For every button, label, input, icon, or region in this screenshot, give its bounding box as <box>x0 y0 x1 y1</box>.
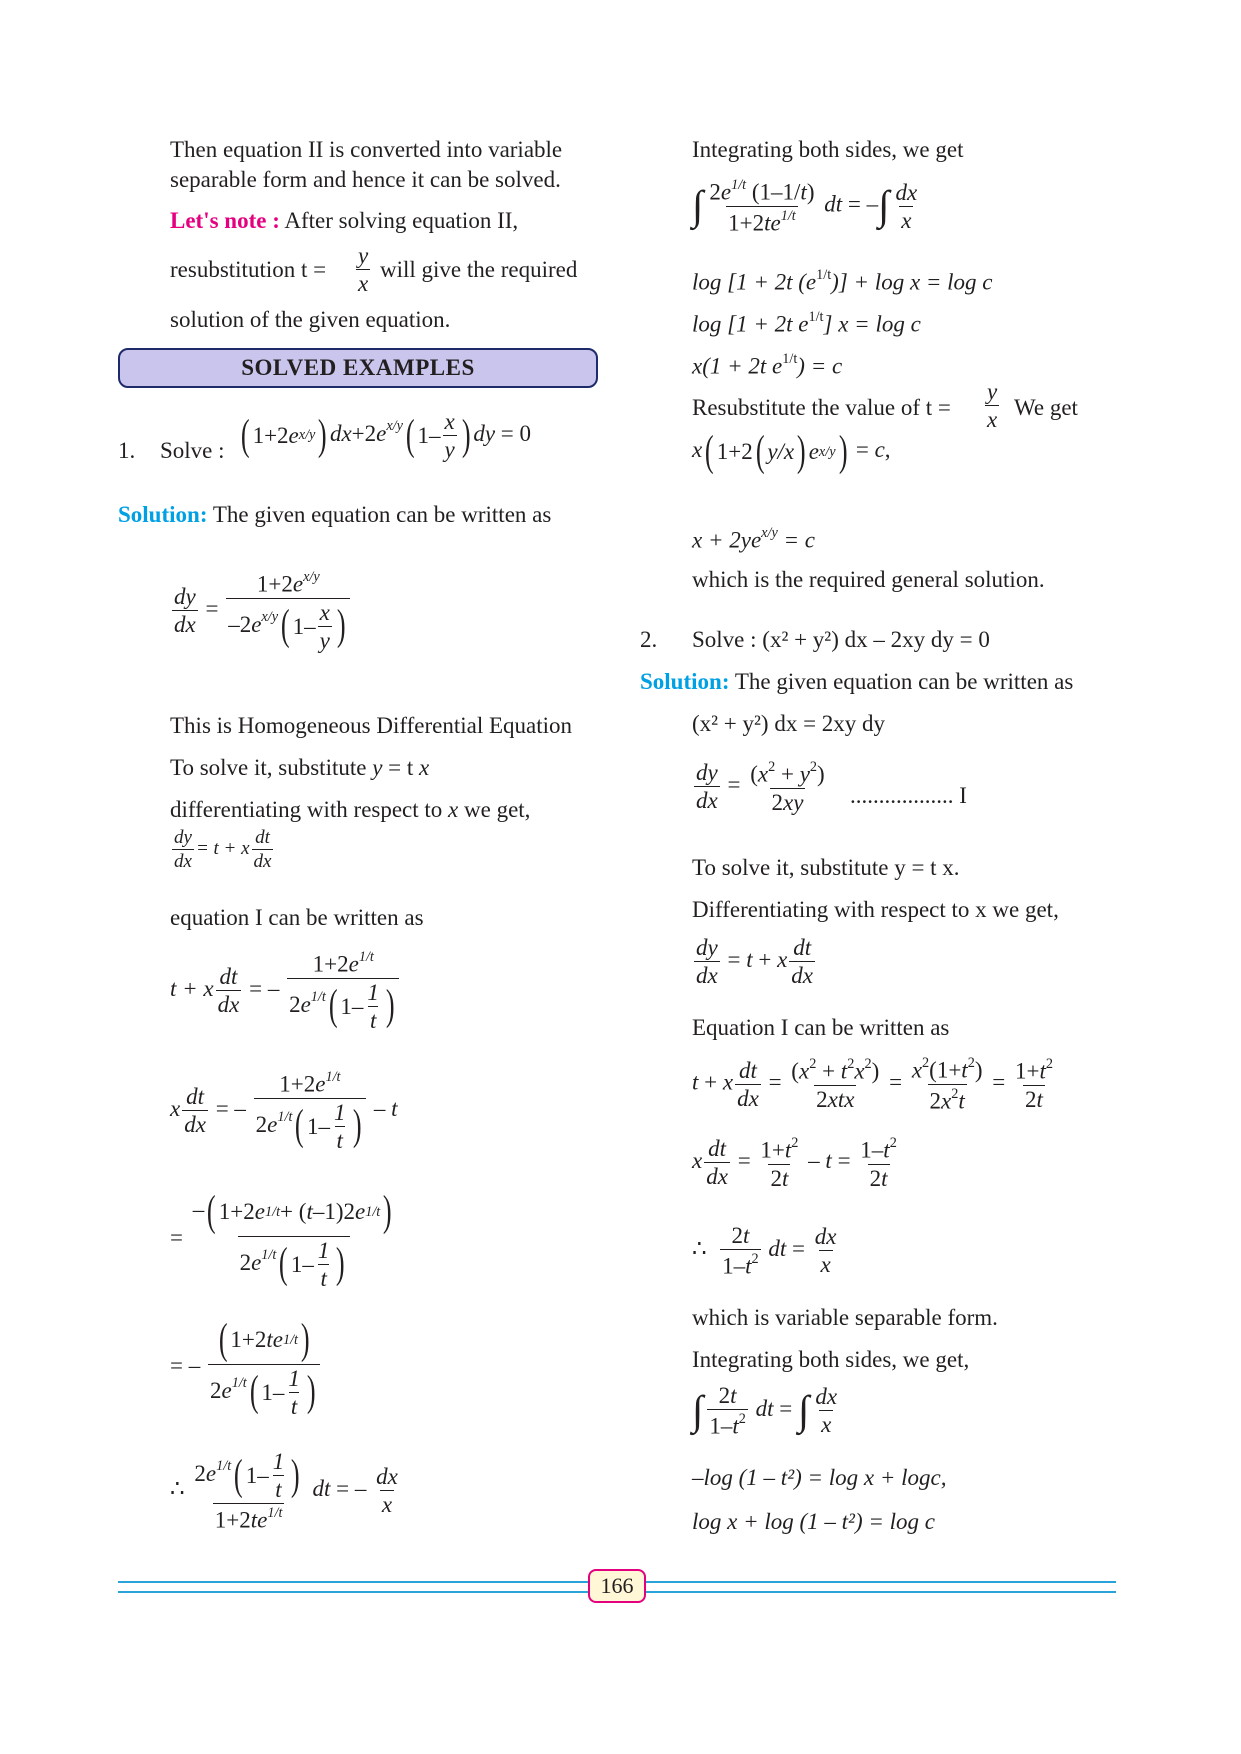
log-line-1: log [1 + 2t $(e^{1/t})] + \log x = \log c$ <box>692 267 993 295</box>
eq-step-6: t + x $\frac{dt}{dx}$ = $\frac{(x^2 + t^2x^2)}{\text{2xtx}}$ = $\frac{x^2(1+t^2)}{2x^2t}$ = $\frac{1+t^2}{2t}$ <box>692 1055 1053 1114</box>
intro-line-1: Then equation II is converted into variable <box>170 137 563 162</box>
frac-y-over-x: $\frac{y}{x}$ <box>358 243 369 296</box>
eq-resub: x ( 1+2 ( y/x ) e x/y ) = c, <box>692 430 891 474</box>
eq-step-4: = – ( 1+2 te 1/t ) $2e^{1/t}$ ( 1– $\frac{1}{t}$ ) <box>170 1318 322 1418</box>
eq-dydx-t-2: $\frac{dy}{dx}$ = t + x $\frac{dt}{dx}$ <box>696 935 814 988</box>
eq-integral-2: ∫ $\frac{2t}{1-t^2}$ dt = ∫ $\frac{dx}{x}$ <box>692 1383 838 1439</box>
log-line-4: log x + log (1 – t²) = log c <box>692 1509 935 1534</box>
eqI-text: equation I can be written as <box>170 905 424 930</box>
resub-tail: will give the required <box>380 257 578 282</box>
solution-label: Solution: <box>118 502 208 527</box>
we-get-text: We get <box>1014 395 1078 420</box>
note-line <box>170 209 518 232</box>
final-solution: $x + 2ye^{x/y} = c$ <box>692 525 815 553</box>
eq-integral-1: ∫ $\frac{2e^{1/t} (1-1/t)}{1+2te^{1/t}}$ dt = –∫ $\frac{dx}{x}$ <box>692 177 918 236</box>
ex1-equation: ( 1+2 e x/y ) $dx+2e^{x/y}$ ( 1– $\frac{x}{y}$ ) dy = 0 <box>238 410 531 461</box>
note-line-3: solution of the given equation. <box>170 307 451 332</box>
x-line: x(1 + 2t $e^{1/t}) = c$ <box>692 351 843 379</box>
eq-step-1: t + x $\frac{dt}{dx}$ = – $1+2e^{1/t}$ $2e^{1/t}$ ( 1– $\frac{1}{t}$ ) <box>170 950 401 1032</box>
ex2-number: 2. <box>640 627 658 652</box>
frac-y-over-x-right: $\frac{y}{x}$ <box>987 379 998 432</box>
differentiating-line: differentiating with respect to x we get, <box>170 797 531 822</box>
note-text: After solving equation II, <box>284 208 519 233</box>
resub-text: resubstitution t = <box>170 257 327 282</box>
substitute-text: To solve it, substitute <box>170 755 367 780</box>
eq-step-3: = – ( 1+2 e 1/t + ( t –1)2 e 1/t ) $2e^{1/t}$ ( 1– $\frac{1}{t}$ ) <box>170 1190 399 1290</box>
ex1-number: 1. <box>118 438 136 463</box>
differentiating-text: differentiating with respect to <box>170 797 443 822</box>
solution-text-2: The given equation can be written as <box>734 669 1074 694</box>
eq-step-7: x $\frac{dt}{dx}$ = $\frac{1+t^2}{2t}$ – t = $\frac{1-t^2}{2t}$ <box>692 1135 897 1191</box>
solution-text: The given equation can be written as <box>212 502 552 527</box>
substitute-text-2: To solve it, substitute y = t x. <box>692 855 960 880</box>
resub-line <box>170 258 326 281</box>
eq-step-2: x $\frac{dt}{dx}$ = – $1+2e^{1/t}$ $2e^{1/t}$ ( 1– $\frac{1}{t}$ ) – t <box>170 1070 397 1152</box>
eq-line: (x² + y²) dx = 2xy dy <box>692 711 886 736</box>
page-number: 166 <box>588 1569 646 1603</box>
solution-line-2 <box>640 670 1073 693</box>
intro-line-2: separable form and hence it can be solved. <box>170 167 561 192</box>
integrating-text-2: Integrating both sides, we get, <box>692 1347 970 1372</box>
log-line-3: –log (1 – t²) = log x + logc, <box>692 1465 947 1490</box>
substitute-line: To solve it, substitute y = t x <box>170 755 430 780</box>
ex2-text: Solve : (x² + y²) dx – 2xy dy = 0 <box>692 627 990 652</box>
eq-step-8: ∴ $\frac{2t}{1-t^2}$ dt = $\frac{dx}{x}$ <box>692 1223 837 1279</box>
ex1-label: Solve : <box>160 438 225 463</box>
eq-step-5: ∴ $2e^{1/t}$ ( 1– $\frac{1}{t}$ ) $1+2te^{1/t}$ dt = – $\frac{dx}{x}$ <box>170 1450 402 1532</box>
general-solution-text: which is the required general solution. <box>692 567 1045 592</box>
log-line-2: log [1 + 2t $e^{1/t}$] x = log c <box>692 309 921 337</box>
solved-examples-banner: SOLVED EXAMPLES <box>118 348 598 388</box>
separable-text: which is variable separable form. <box>692 1305 998 1330</box>
we-get-text: we get, <box>464 797 531 822</box>
integrating-text: Integrating both sides, we get <box>692 137 964 162</box>
dots-eq-I: .................. I <box>850 783 967 808</box>
differentiating-text-2: Differentiating with respect to x we get, <box>692 897 1059 922</box>
eq-dydx-2: $\frac{dy}{dx}$ = $\frac{(x^2 + y^2)}{2xy}$ <box>696 759 825 815</box>
eq-dydx-1: $\frac{dy}{dx}$ = $1+2e^{x/y}$ $-2e^{x/y}$ ( 1– $\frac{x}{y}$ ) <box>170 570 352 652</box>
eqI-text-2: Equation I can be written as <box>692 1015 950 1040</box>
note-label: Let's note : <box>170 208 280 233</box>
solution-line-1 <box>118 503 551 526</box>
eq-dydx-t: $\frac{dy}{dx}$ = t + x $\frac{dt}{dx}$ <box>174 827 272 872</box>
solution-label-2: Solution: <box>640 669 730 694</box>
homog-text: This is Homogeneous Differential Equation <box>170 713 572 738</box>
resub-text: Resubstitute the value of t = <box>692 395 951 420</box>
